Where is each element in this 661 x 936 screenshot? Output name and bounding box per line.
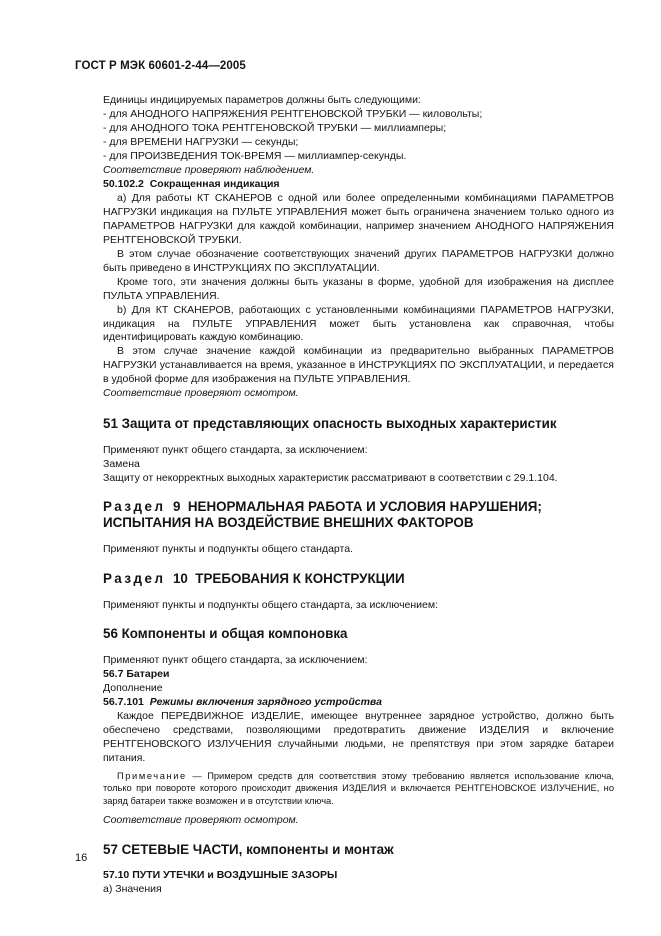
section-9-text: Применяют пункты и подпункты общего стандарта. [103, 542, 353, 555]
compliance-inspection: Соответствие проверяют осмотром. [103, 387, 299, 400]
units-compliance: Соответствие проверяют наблюдением. [103, 163, 315, 176]
section-51-heading: 51 Защита от представляющих опасность выходных характеристик [103, 415, 557, 431]
page-header: ГОСТ Р МЭК 60601-2-44—2005 [75, 60, 246, 72]
clause-56-7-heading: 56.7 Батареи [103, 668, 170, 681]
paragraph-b2: В этом случае значение каждой комбинации из предварительно выбранных ПАРАМЕТРОВ НАГРУЗКИ устанавливается на время, указанное в ИНСТРУКЦИЯХ ПО ЭКСПЛУАТАЦИИ, и передается в удобной форме для изображения на ПУЛЬТЕ УПРАВЛЕНИЯ. [103, 345, 614, 386]
section-label: Раздел [103, 570, 166, 586]
units-item: - для ПРОИЗВЕДЕНИЯ ТОК-ВРЕМЯ — миллиампер-секунды. [103, 149, 407, 162]
addition-label: Дополнение [103, 682, 163, 695]
charger-paragraph: Каждое ПЕРЕДВИЖНОЕ ИЗДЕЛИЕ, имеющее внутреннее зарядное устройство, должно быть обеспечено средствами, позволяющими предотвратить движение ИЗДЕЛИЯ и включение РЕНТГЕНОВСКОГО ИЗЛУЧЕНИЯ случайными людьми, не препятствуя при этом зарядке батареи питания. [103, 710, 614, 764]
compliance-inspection: Соответствие проверяют осмотром. [103, 813, 299, 826]
section-51-line: Применяют пункт общего стандарта, за исключением: [103, 443, 368, 456]
section-title-line: НЕНОРМАЛЬНАЯ РАБОТА И УСЛОВИЯ НАРУШЕНИЯ; [187, 498, 542, 514]
section-title: ТРЕБОВАНИЯ К КОНСТРУКЦИИ [195, 570, 405, 586]
paragraph-a2: В этом случае обозначение соответствующих значений других ПАРАМЕТРОВ НАГРУЗКИ должно быть приведено в ИНСТРУКЦИЯХ ПО ЭКСПЛУАТАЦИИ. [103, 247, 614, 274]
clause-title: Режимы включения зарядного устройства [149, 696, 382, 709]
clause-56-7-101-heading [103, 696, 614, 710]
clause-title: Сокращенная индикация [149, 178, 280, 191]
section-10-text: Применяют пункты и подпункты общего стандарта, за исключением: [103, 598, 439, 611]
paragraph-a3: Кроме того, эти значения должны быть указаны в форме, удобной для изображения на дисплее ПУЛЬТА УПРАВЛЕНИЯ. [103, 275, 614, 302]
units-item: - для АНОДНОГО НАПРЯЖЕНИЯ РЕНТГЕНОВСКОЙ ТРУБКИ — киловольты; [103, 107, 483, 120]
section-title-line: ИСПЫТАНИЯ НА ВОЗДЕЙСТВИЕ ВНЕШНИХ ФАКТОРОВ [103, 514, 474, 530]
note [103, 770, 614, 808]
section-57-heading: 57 СЕТЕВЫЕ ЧАСТИ, компоненты и монтаж [103, 842, 394, 858]
section-number: 9 [172, 498, 181, 514]
paragraph-b: b) Для КТ СКАНЕРОВ, работающих с установленными комбинациями ПАРАМЕТРОВ НАГРУЗКИ, индикация на ПУЛЬТЕ УПРАВЛЕНИЯ может быть установлена как справочная, чтобы идентифицировать каждую комбинацию. [103, 303, 614, 344]
item-a: а) Значения [103, 883, 162, 896]
section-10-heading [103, 571, 614, 587]
clause-number: 56.7.101 [103, 696, 144, 709]
note-text: — Примером средств для соответствия этому требованию является использование ключа, только при повороте которого происходит движения ИЗДЕЛИЯ и включается РЕНТГЕНОВСКОЕ ИЗЛУЧЕНИЕ, но заряд батареи также возможен и в отсутствии ключа. [103, 770, 614, 806]
section-number: 10 [172, 570, 188, 586]
units-item: - для ВРЕМЕНИ НАГРУЗКИ — секунды; [103, 135, 299, 148]
section-56-heading: 56 Компоненты и общая компоновка [103, 626, 348, 642]
units-intro: Единицы индицируемых параметров должны быть следующими: [103, 94, 421, 106]
paragraph-a: а) Для работы КТ СКАНЕРОВ с одной или более определенными комбинациями ПАРАМЕТРОВ НАГРУЗКИ индикация на ПУЛЬТЕ УПРАВЛЕНИЯ может быть ограничена значением только одного из ПАРАМЕТРОВ НАГРУЗКИ для каждой комбинации, например значением АНОДНОГО НАПРЯЖЕНИЯ РЕНТГЕНОВСКОЙ ТРУБКИ. [103, 192, 614, 247]
clause-50-102-2-heading [103, 178, 614, 192]
units-item: - для АНОДНОГО ТОКА РЕНТГЕНОВСКОЙ ТРУБКИ — миллиамперы; [103, 121, 447, 134]
section-9-heading [103, 499, 614, 531]
page-number: 16 [75, 852, 88, 864]
section-56-line: Применяют пункт общего стандарта, за исключением: [103, 654, 368, 667]
page-body [103, 94, 614, 897]
section-label: Раздел [103, 498, 166, 514]
clause-57-10-heading: 57.10 ПУТИ УТЕЧКИ и ВОЗДУШНЫЕ ЗАЗОРЫ [103, 869, 338, 882]
clause-number: 50.102.2 [103, 178, 144, 191]
note-label: Примечание [117, 770, 187, 781]
section-51-replacement: Замена [103, 457, 140, 470]
section-51-line: Защиту от некорректных выходных характеристик рассматривают в соответствии с 29.1.104. [103, 471, 558, 484]
